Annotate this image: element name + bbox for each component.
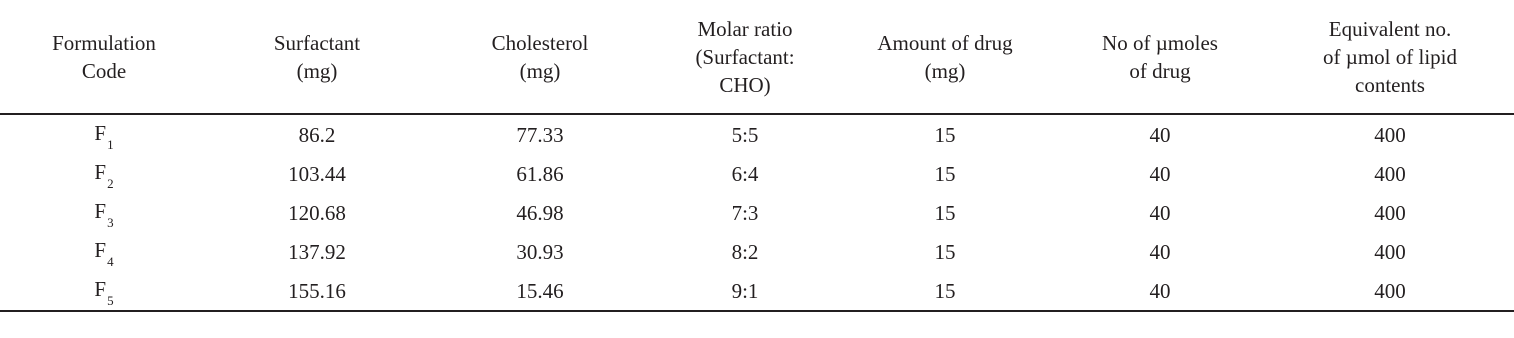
code-subscript: 4: [107, 254, 114, 269]
cell-cholesterol: 46.98: [516, 200, 564, 225]
cell-umoles-drug: 40: [1149, 239, 1171, 264]
cell-molar-ratio: 9:1: [654, 271, 836, 311]
cell-umoles-drug: 40: [1054, 271, 1266, 311]
header-row: [0, 0, 1514, 114]
header-umol-lipid-contents: [1266, 0, 1514, 114]
header-line: (mg): [519, 58, 561, 83]
header-line: CHO): [719, 72, 771, 97]
header-amount-of-drug: [836, 0, 1054, 114]
cell-cholesterol: 77.33: [516, 122, 564, 147]
cell-surfactant: 120.68: [288, 200, 346, 225]
cell-molar-ratio: 8:2: [731, 239, 759, 264]
cell-umoles-drug: 40: [1149, 122, 1171, 147]
cell-cholesterol: 61.86: [516, 161, 564, 186]
cell-surfactant: 103.44: [288, 161, 346, 186]
cell-umol-lipid: 400: [1374, 161, 1406, 186]
cell-umol-lipid: 400: [1266, 271, 1514, 311]
header-line: Cholesterol: [491, 30, 589, 55]
table-row: [0, 271, 1514, 311]
cell-cholesterol: 30.93: [516, 239, 564, 264]
table-body: [0, 114, 1514, 311]
code-subscript: 5: [107, 293, 114, 308]
cell-surfactant: 137.92: [288, 239, 346, 264]
cell-amount-drug: 15: [934, 239, 956, 264]
header-line: (mg): [296, 58, 338, 83]
table-row: [0, 154, 1514, 193]
cell-code: [0, 114, 208, 154]
table-header: [0, 0, 1514, 114]
cell-surfactant: 86.2: [298, 122, 336, 147]
header-umoles-of-drug: [1054, 0, 1266, 114]
header-cholesterol: [426, 0, 654, 114]
code-subscript: 2: [107, 176, 114, 191]
header-line: Formulation: [52, 30, 156, 55]
cell-umol-lipid: 400: [1374, 200, 1406, 225]
header-line: Molar ratio: [697, 16, 793, 41]
header-line: of drug: [1129, 58, 1191, 83]
cell-code: [0, 271, 208, 311]
cell-umoles-drug: 40: [1149, 200, 1171, 225]
header-line: (mg): [924, 58, 966, 83]
header-line: contents: [1355, 72, 1425, 97]
code-letter: F: [94, 160, 107, 184]
cell-umol-lipid: 400: [1374, 122, 1406, 147]
cell-amount-drug: 15: [934, 161, 956, 186]
code-subscript: 3: [107, 215, 114, 230]
header-line: Surfactant: [273, 30, 361, 55]
code-letter: F: [94, 199, 107, 223]
code-letter: F: [94, 238, 107, 262]
cell-umoles-drug: 40: [1149, 161, 1171, 186]
cell-molar-ratio: 6:4: [731, 161, 759, 186]
code-subscript: 1: [107, 137, 114, 152]
code-letter: F: [94, 277, 107, 301]
table-row: [0, 193, 1514, 232]
cell-molar-ratio: 7:3: [731, 200, 759, 225]
header-line: Amount of drug: [877, 30, 1013, 55]
cell-surfactant: 155.16: [208, 271, 426, 311]
cell-amount-drug: 15: [934, 200, 956, 225]
code-letter: F: [94, 121, 107, 145]
cell-umol-lipid: 400: [1374, 239, 1406, 264]
cell-cholesterol: 15.46: [426, 271, 654, 311]
cell-code: [0, 232, 208, 271]
header-line: of µmol of lipid: [1322, 44, 1457, 69]
table-row: [0, 232, 1514, 271]
cell-amount-drug: 15: [934, 122, 956, 147]
header-line: No of µmoles: [1102, 30, 1218, 55]
header-line: Code: [81, 58, 127, 83]
cell-molar-ratio: 5:5: [731, 122, 759, 147]
cell-code: [0, 154, 208, 193]
header-line: Equivalent no.: [1328, 16, 1452, 41]
cell-code: [0, 193, 208, 232]
header-formulation-code: [0, 0, 208, 114]
table-row: [0, 114, 1514, 154]
header-molar-ratio: [654, 0, 836, 114]
header-line: (Surfactant:: [695, 44, 795, 69]
header-surfactant: [208, 0, 426, 114]
cell-amount-drug: 15: [836, 271, 1054, 311]
